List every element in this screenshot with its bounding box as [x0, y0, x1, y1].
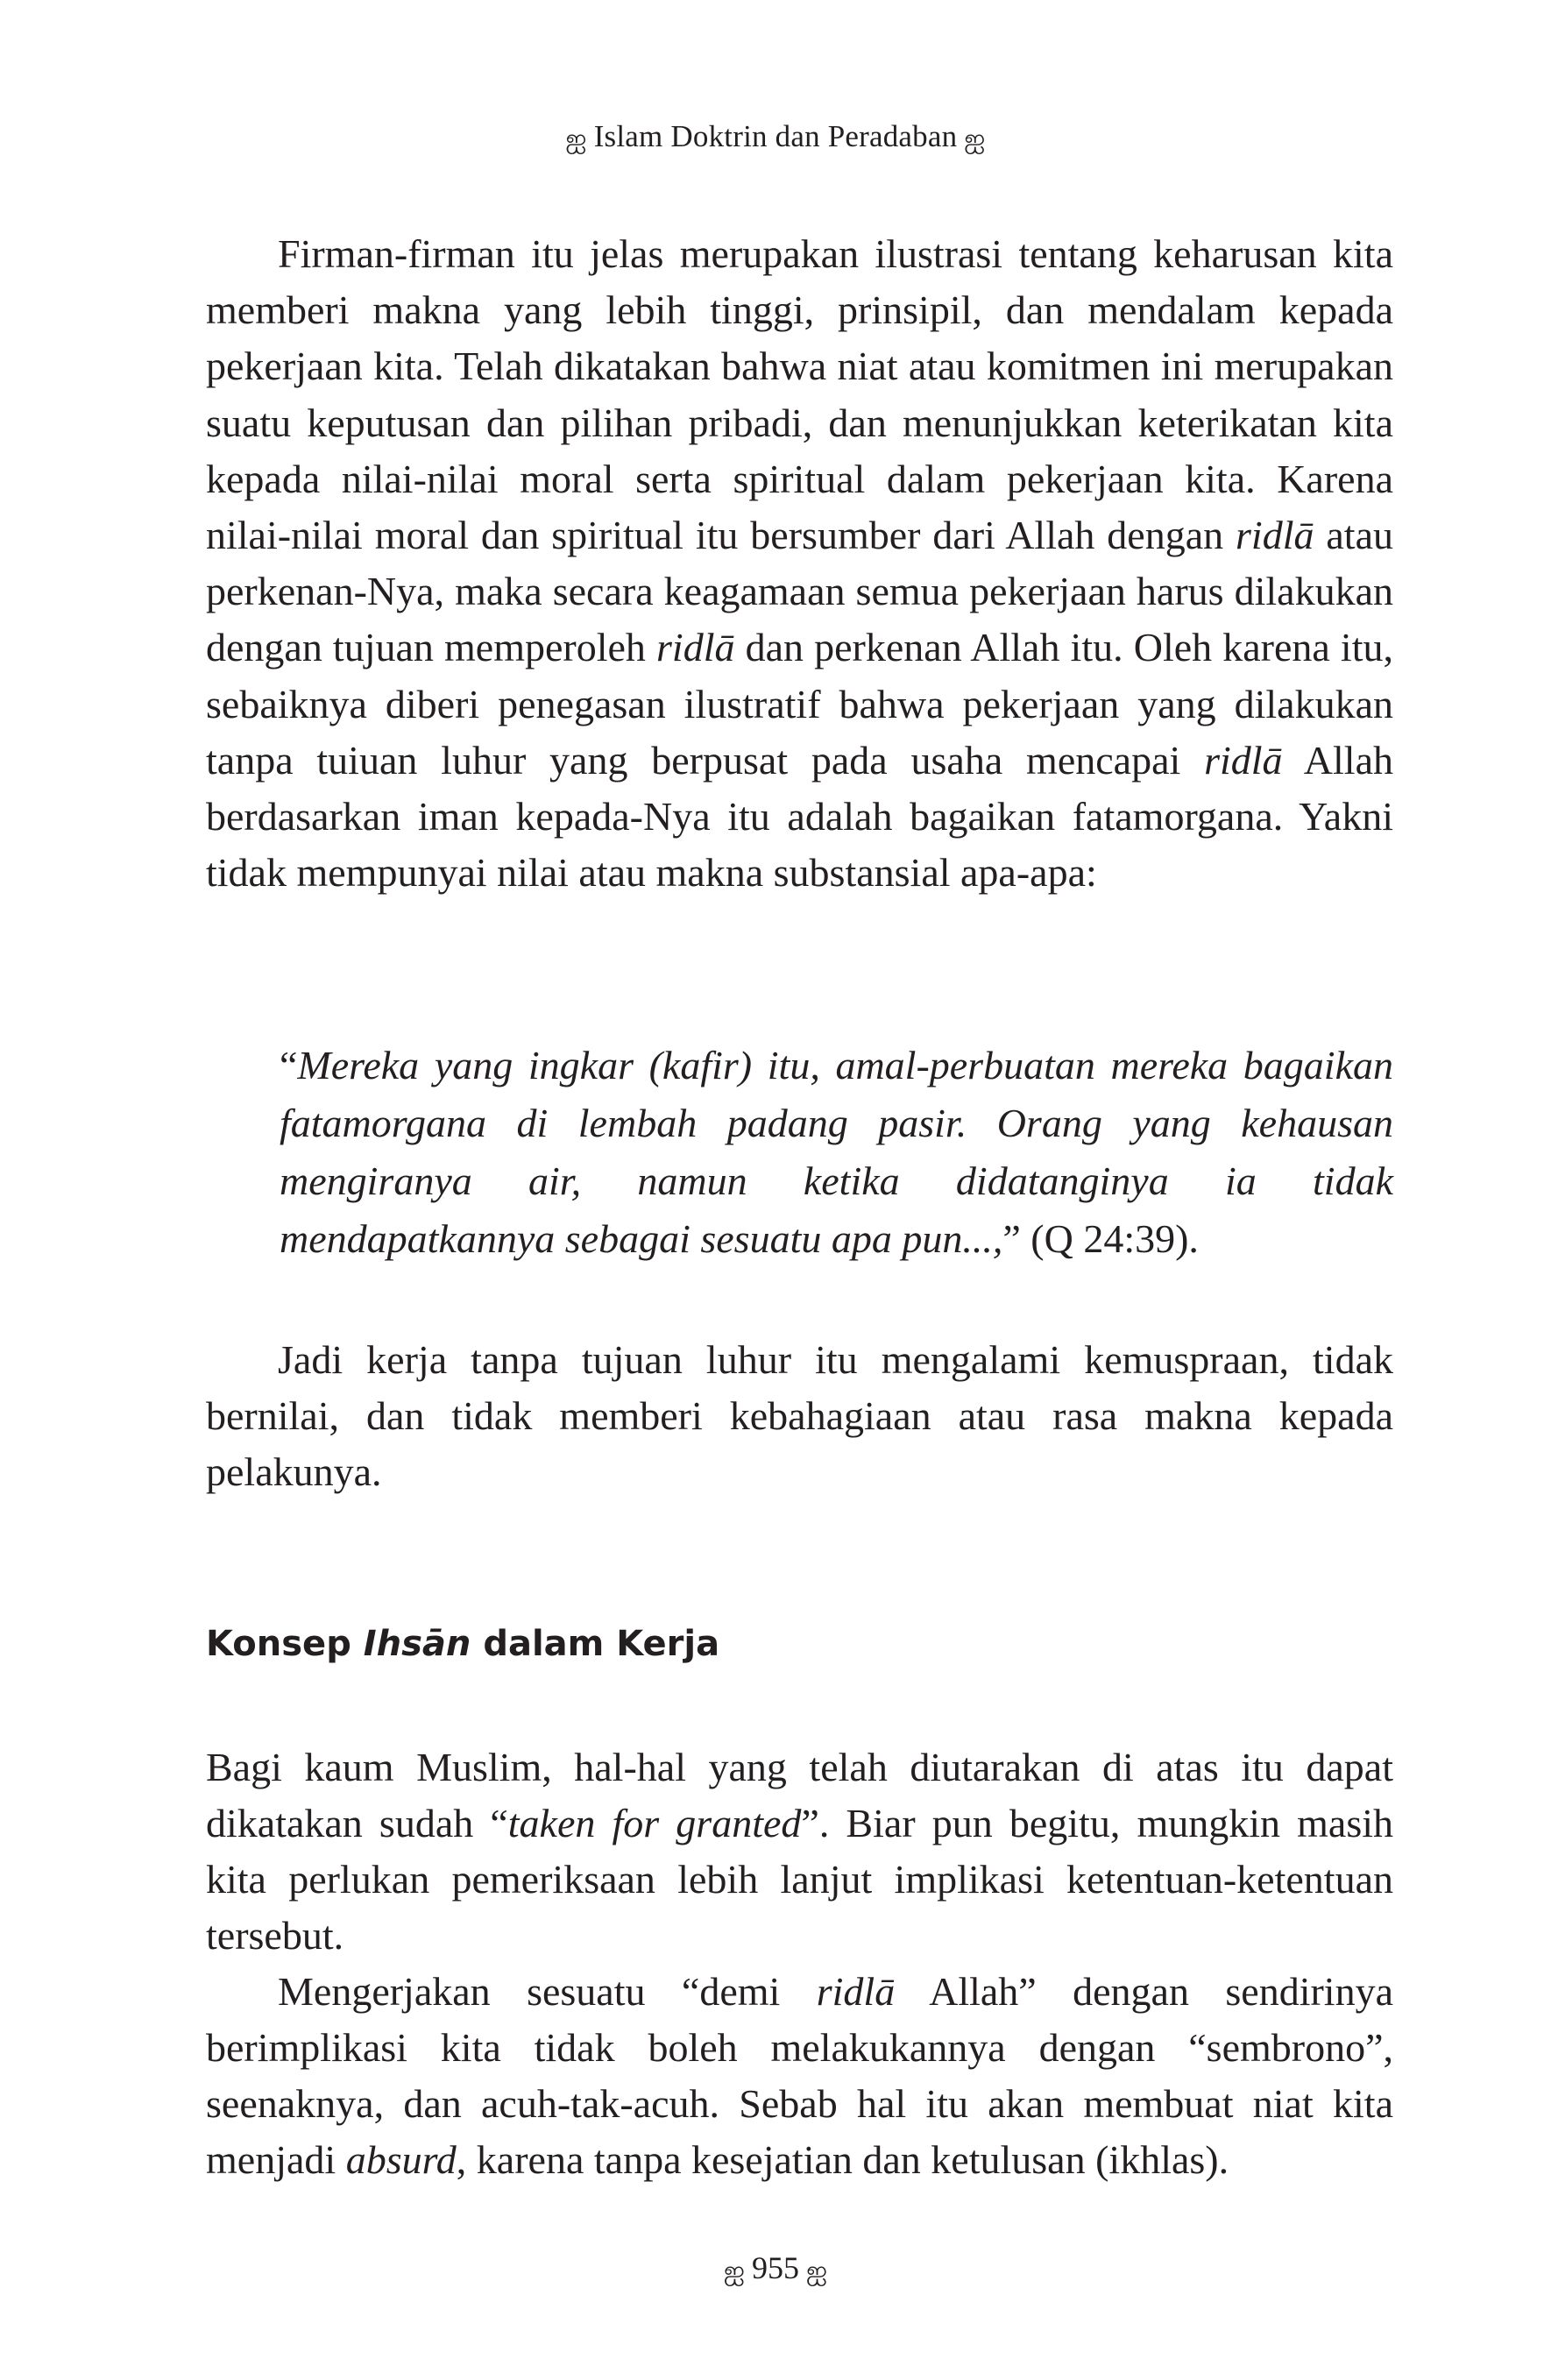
body-text-top — [206, 226, 1393, 901]
italic-term: taken for granted — [507, 1801, 802, 1845]
quote-citation: (Q 24:39). — [1020, 1216, 1199, 1261]
text-run: Mengerjakan sesuatu “demi — [278, 1969, 817, 2014]
text-run: ”. Biar pun begitu, mungkin masih kita perlukan pemeriksaan lebih lanjut implikasi ketentuan-ketentuan tersebut. — [206, 1801, 1394, 1958]
quote-close-mark: ” — [1002, 1216, 1021, 1261]
ornament-left-icon: ஐ — [723, 2256, 745, 2285]
quote-open-mark: “ — [280, 1043, 298, 1087]
ornament-right-icon: ஐ — [806, 2256, 828, 2285]
block-quote — [280, 1037, 1393, 1268]
text-run: , karena tanpa kesejatian dan ketulusan (ikhlas). — [456, 2137, 1229, 2182]
section-heading-term: Ihsān — [363, 1624, 471, 1664]
text-run: atau perkenan-Nya, maka secara keagamaan semua pekerjaan harus dilakukan dengan tujuan memperoleh — [206, 513, 1393, 670]
paragraph — [206, 226, 1393, 901]
italic-term: ridlā — [1236, 513, 1314, 558]
section-heading-suffix: dalam Kerja — [471, 1624, 720, 1664]
italic-term: ridlā — [1204, 737, 1283, 783]
text-run: Allah berdasarkan iman kepada-Nya itu adalah bagaikan fatamorgana. Yakni tidak mempunyai nilai atau makna substansial apa-apa: — [206, 737, 1393, 896]
ornament-right-icon: ஐ — [964, 124, 986, 153]
italic-term: ridlā — [816, 1969, 896, 2014]
paragraph — [206, 1964, 1393, 2188]
page-footer — [0, 2246, 1551, 2293]
italic-term: absurd — [345, 2137, 457, 2182]
body-text-bottom — [206, 1739, 1393, 2188]
text-run: Allah” dengan sendirinya berimplikasi kita tidak boleh melakukannya dengan “sembrono”, seenaknya, dan acuh-tak-acuh. Sebab hal itu akan membuat niat kita menjadi — [206, 1969, 1394, 2182]
section-heading-prefix: Konsep — [206, 1624, 364, 1664]
text-run: Bagi kaum Muslim, hal-hal yang telah diutarakan di atas itu dapat dikatakan sudah “ — [206, 1745, 1393, 1845]
running-header — [0, 110, 1551, 166]
paragraph — [206, 1739, 1393, 1964]
quote-text: Mereka yang ingkar (kafir) itu, amal-perbuatan mereka bagaikan fatamorgana di lembah padang pasir. Orang yang kehausan mengiranya air, namun ketika didatanginya ia tidak mendapatkannya sebagai sesuatu apa pun..., — [280, 1043, 1393, 1261]
page-number: 955 — [752, 2250, 799, 2285]
ornament-left-icon: ஐ — [565, 124, 587, 153]
text-run: Firman-firman itu jelas merupakan ilustrasi tentang keharusan kita memberi makna yang lebih tinggi, prinsipil, dan mendalam kepada pekerjaan kita. Telah dikatakan bahwa niat atau komitmen ini merupakan suatu keputusan dan pilihan pribadi, dan menunjukkan keterikatan kita kepada nilai-nilai moral serta spiritual dalam pekerjaan kita. Karena nilai-nilai moral dan spiritual itu bersumber dari Allah dengan — [206, 231, 1393, 558]
section-heading — [206, 1618, 719, 1670]
italic-term: ridlā — [656, 625, 735, 670]
body-text-after-quote — [206, 1332, 1393, 1500]
paragraph: Jadi kerja tanpa tujuan luhur itu mengalami kemuspraan, tidak bernilai, dan tidak memberi kebahagiaan atau rasa makna kepada pelakunya. — [206, 1337, 1393, 1494]
text-run: dan perkenan Allah itu. Oleh karena itu, sebaiknya diberi penegasan ilustratif bahwa pekerjaan yang dilakukan tanpa tuiuan luhur yang berpusat pada usaha mencapai — [206, 625, 1393, 783]
running-header-title: Islam Doktrin dan Peradaban — [593, 119, 958, 153]
